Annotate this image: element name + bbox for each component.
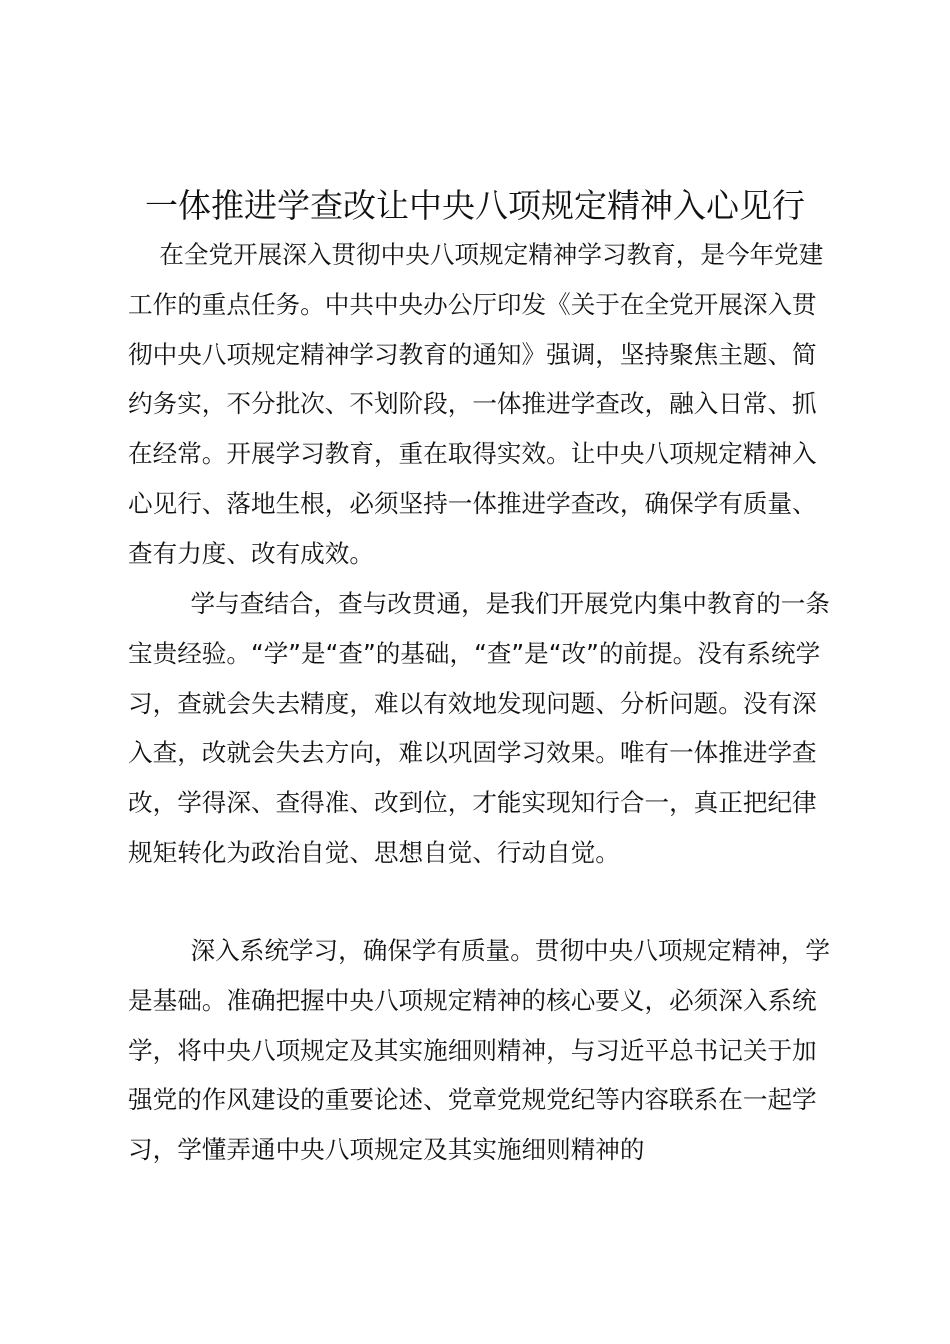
paragraph-study-inspect: 学与查结合，查与改贯通，是我们开展党内集中教育的一条宝贵经验。“学”是“查”的基础，“查”是“改”的前提。没有系统学习，查就会失去精度，难以有效地发现问题、分析问题。没有深入查，改就会失去方向，难以巩固学习效果。唯有一体推进学查改，学得深、查得准、改到位，才能实现知行合一，真正把纪律规矩转化为政治自觉、思想自觉、行动自觉。 (128, 589, 830, 867)
document-title: 一体推进学查改让中央八项规定精神入心见行 (145, 186, 805, 225)
paragraph-systematic-study: 深入系统学习，确保学有质量。贯彻中央八项规定精神，学是基础。准确把握中央八项规定精神的核心要义，必须深入系统学，将中央八项规定及其实施细则精神，与习近平总书记关于加强党的作风建设的重要论述、党章党规党纪等内容联系在一起学习，学懂弄通中央八项规定及其实施细则精神的 (128, 936, 830, 1165)
paragraph-intro: 在全党开展深入贯彻中央八项规定精神学习教育，是今年党建工作的重点任务。中共中央办公厅印发《关于在全党开展深入贯彻中央八项规定精神学习教育的通知》强调，坚持聚焦主题、简约务实，不分批次、不划阶段，一体推进学查改，融入日常、抓在经常。开展学习教育，重在取得实效。让中央八项规定精神入心见行、落地生根，必须坚持一体推进学查改，确保学有质量、查有力度、改有成效。 (128, 240, 824, 568)
